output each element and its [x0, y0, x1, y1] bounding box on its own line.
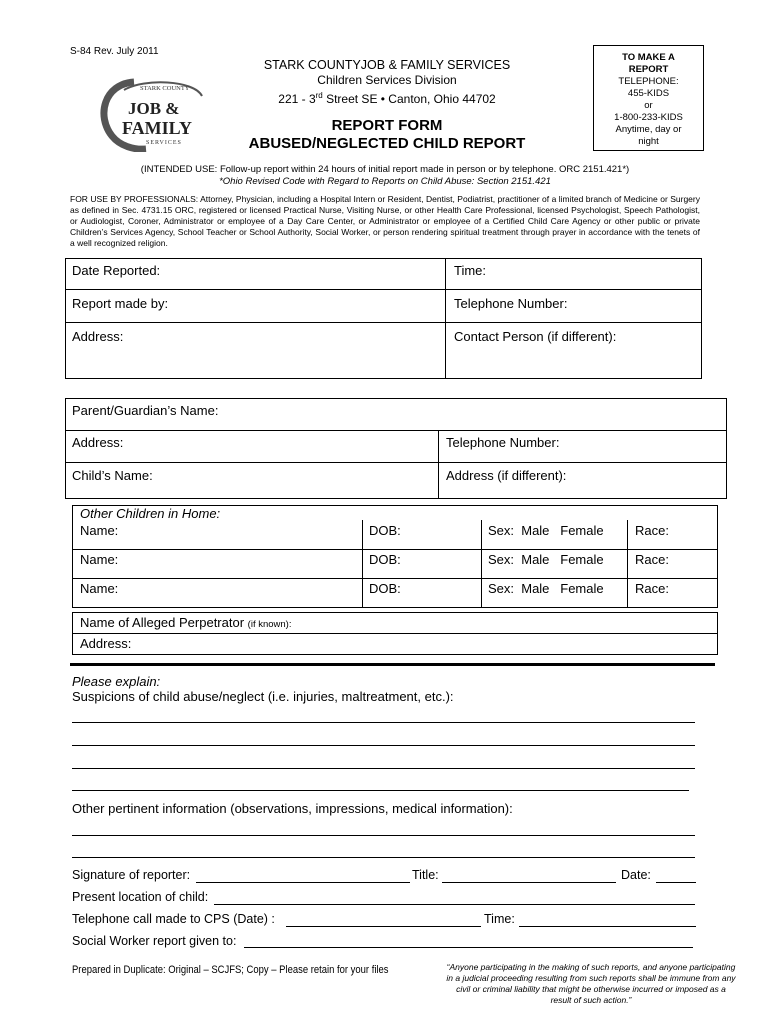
orc-note: *Ohio Revised Code with Regard to Reports on Child Abuse: Section 2151.421 [219, 176, 551, 187]
child-location-label: Present location of child: [72, 890, 209, 904]
child-2-race-field[interactable]: Race: [635, 552, 669, 567]
please-explain-heading: Please explain: [72, 674, 161, 689]
cps-call-date-field[interactable] [286, 926, 481, 927]
reporter-address-field[interactable]: Address: [72, 329, 124, 344]
reporter-info-box [65, 258, 702, 379]
suspicions-line-4[interactable] [72, 790, 689, 791]
perpetrator-address-field[interactable]: Address: [80, 636, 132, 651]
logo-top-text: STARK COUNTY [140, 85, 190, 92]
section-divider [70, 663, 715, 666]
child-location-field[interactable] [214, 904, 695, 905]
cps-call-label: Telephone call made to CPS (Date) : [72, 912, 275, 926]
child-1-sex-field[interactable]: Sex: Male Female [488, 523, 604, 538]
time-field[interactable]: Time: [454, 263, 487, 278]
date-field[interactable] [656, 882, 696, 883]
parent-guardian-field[interactable]: Parent/Guardian’s Name: [72, 403, 219, 418]
logo-word-2: FAMILY [122, 118, 193, 138]
child-3-name-field[interactable]: Name: [80, 581, 119, 596]
cps-time-field[interactable] [519, 926, 696, 927]
child-1-race-field[interactable]: Race: [635, 523, 669, 538]
child-1-dob-field[interactable]: DOB: [369, 523, 401, 538]
logo-word-1: JOB & [128, 99, 180, 118]
agency-name: STARK COUNTYJOB & FAMILY SERVICES [263, 58, 511, 72]
form-code: S-84 Rev. July 2011 [70, 46, 159, 57]
logo-bottom-text: SERVICES [146, 140, 182, 146]
child-2-sex-field[interactable]: Sex: Male Female [488, 552, 604, 567]
form-title-1: REPORT FORM [331, 117, 443, 134]
child-1-name-field[interactable]: Name: [80, 523, 119, 538]
agency-header [222, 58, 552, 153]
form-title-2: ABUSED/NEGLECTED CHILD REPORT [248, 135, 526, 152]
perpetrator-name-field[interactable]: Name of Alleged Perpetrator (if known): [80, 615, 292, 630]
suspicions-line-3[interactable] [72, 768, 695, 769]
intended-use-line: (INTENDED USE: Follow-up report within 24 hours of initial report made in person or by telephone. ORC 2151.421*) [140, 164, 630, 175]
child-3-race-field[interactable]: Race: [635, 581, 669, 596]
parent-telephone-field[interactable]: Telephone Number: [446, 435, 560, 450]
child-3-sex-field[interactable]: Sex: Male Female [488, 581, 604, 596]
agency-logo [94, 76, 206, 152]
professionals-note: FOR USE BY PROFESSIONALS: Attorney, Physician, including a Hospital Intern or Resident, Dentist, Podiatrist, practitioner of a limited branch of Medicine or Surgery as defined in Sec. 4731.15 ORC, registered or licensed Practical Nurse, Visiting Nurse, or other Health Care Professional, licensed Psychologist, Speech Pathologist, or Audiologist, Coroner, Administrator or employee of a Day Care Center, or Administrator or employee of a Certified Child Care Agency or other public or private Children’s Services Agency, School Teacher or School Authority, Social Worker, or person rendering spiritual treatment through prayer in accordance with the tenets of a well recognized religion. [70, 194, 700, 248]
other-info-line-1[interactable] [72, 835, 695, 836]
title-label: Title: [412, 868, 439, 882]
immunity-note: “Anyone participating in the making of such reports, and anyone participating in a judicial proceeding resulting from such reports shall be immune from any civil or criminal liability that might be otherwise incurred or imposed as a result of such action.” [446, 962, 736, 1005]
child-address-field[interactable]: Address (if different): [446, 468, 567, 483]
social-worker-label: Social Worker report given to: [72, 934, 237, 948]
social-worker-field[interactable] [244, 947, 693, 948]
parent-address-field[interactable]: Address: [72, 435, 124, 450]
child-2-name-field[interactable]: Name: [80, 552, 119, 567]
agency-division: Children Services Division [317, 73, 457, 87]
suspicions-label: Suspicions of child abuse/neglect (i.e. injuries, maltreatment, etc.): [72, 689, 454, 704]
cps-time-label: Time: [484, 912, 515, 926]
other-children-heading: Other Children in Home: [80, 506, 221, 521]
contact-person-field[interactable]: Contact Person (if different): [454, 329, 617, 344]
report-callout-box: TO MAKE A REPORT TELEPHONE: 455-KIDS or 1-800-233-KIDS Anytime, day or night [593, 45, 704, 151]
child-name-field[interactable]: Child’s Name: [72, 468, 153, 483]
report-made-by-field[interactable]: Report made by: [72, 296, 169, 311]
suspicions-line-2[interactable] [72, 745, 695, 746]
child-3-dob-field[interactable]: DOB: [369, 581, 401, 596]
agency-address: 221 - 3rd Street SE • Canton, Ohio 44702 [278, 91, 496, 106]
signature-field[interactable] [196, 882, 410, 883]
suspicions-line-1[interactable] [72, 722, 695, 723]
title-field[interactable] [442, 882, 616, 883]
other-info-line-2[interactable] [72, 857, 695, 858]
reporter-telephone-field[interactable]: Telephone Number: [454, 296, 568, 311]
child-2-dob-field[interactable]: DOB: [369, 552, 401, 567]
other-info-label: Other pertinent information (observations, impressions, medical information): [72, 801, 513, 816]
date-reported-field[interactable]: Date Reported: [72, 263, 161, 278]
date-label: Date: [621, 868, 651, 882]
prepared-note: Prepared in Duplicate: Original – SCJFS; Copy – Please retain for your files [72, 964, 389, 976]
signature-label: Signature of reporter: [72, 868, 191, 882]
intended-use [70, 164, 700, 188]
